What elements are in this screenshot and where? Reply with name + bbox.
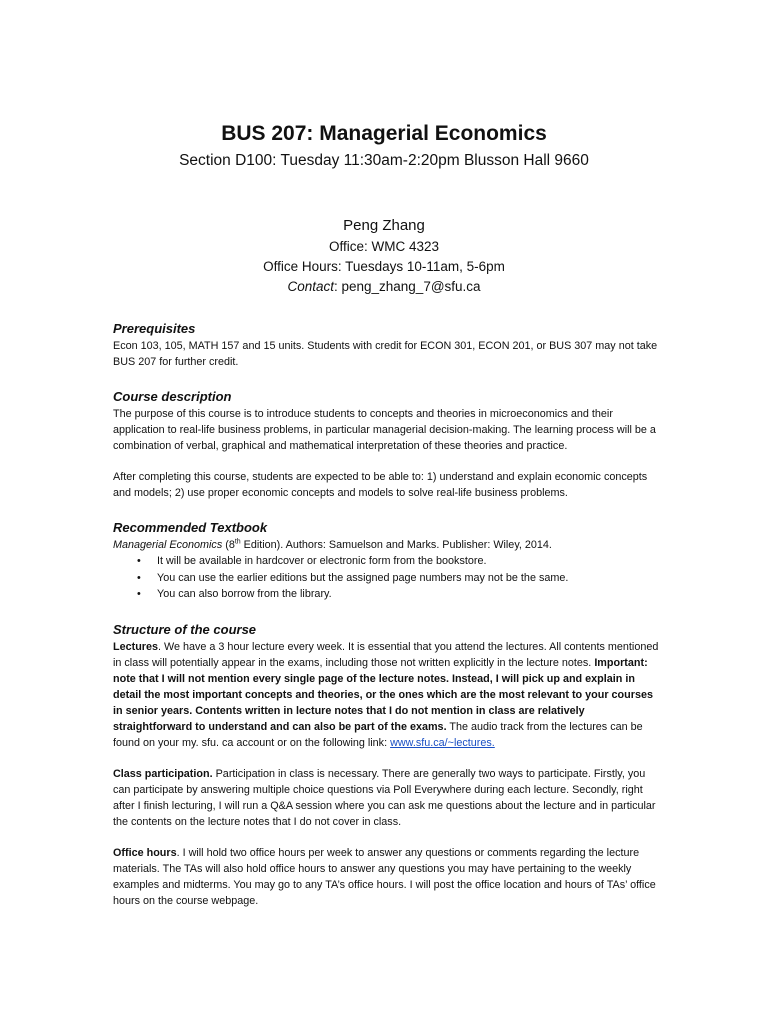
lectures-important-note: Important: note that I will not mention every single page of the lecture notes. Instead, I will pick up and explain in detail the most important concepts and theories, or the ones which are the most relevant to your courses in senior years. Contents written in lecture notes that I do not mention in class are relatively straightforward to understand and can also be part of the exams. xyxy=(113,656,653,733)
course-description-para-2: After completing this course, students are expected to be able to: 1) understand and explain economic concepts and models; 2) use proper economic concepts and models to solve real-life business problems. xyxy=(113,471,648,499)
instructor-name: Peng Zhang xyxy=(343,217,425,234)
section-info: Section D100: Tuesday 11:30am-2:20pm Blusson Hall 9660 xyxy=(179,152,589,169)
participation-label: Class participation. xyxy=(113,767,213,780)
bullet-icon: • xyxy=(137,571,141,584)
lectures-audio-text: The audio track from the lectures can be found on your my. sfu. ca account or on the following link: xyxy=(113,720,643,749)
textbook-edition-suffix: th xyxy=(234,538,241,546)
prerequisites-heading: Prerequisites xyxy=(113,321,196,336)
document-header xyxy=(0,120,768,172)
course-description-heading: Course description xyxy=(113,389,232,404)
office-hours-info: Office Hours: Tuesdays 10-11am, 5-6pm xyxy=(263,259,505,274)
lectures-link[interactable]: www.sfu.ca/~lectures. xyxy=(390,736,495,749)
lectures-label: Lectures xyxy=(113,640,159,653)
participation-paragraph xyxy=(113,766,661,830)
list-item xyxy=(137,553,661,570)
textbook-bullet-list xyxy=(113,553,661,603)
textbook-details: Edition). Authors: Samuelson and Marks. Publisher: Wiley, 2014. xyxy=(240,539,552,551)
list-item-text: You can use the earlier editions but the assigned page numbers may not be the same. xyxy=(157,571,569,584)
course-title: BUS 207: Managerial Economics xyxy=(221,122,547,145)
list-item xyxy=(137,586,661,603)
textbook-title: Managerial Economics xyxy=(113,539,223,551)
contact-email: : peng_zhang_7@sfu.ca xyxy=(333,279,481,294)
office-hours-label: Office hours xyxy=(113,846,177,859)
textbook-edition-prefix: (8 xyxy=(222,539,235,551)
bullet-icon: • xyxy=(137,555,141,567)
lectures-paragraph xyxy=(113,639,661,751)
office-hours-paragraph xyxy=(113,845,661,909)
bullet-icon: • xyxy=(137,588,141,600)
contact-line xyxy=(0,277,768,297)
textbook-heading: Recommended Textbook xyxy=(113,520,268,535)
list-item-text: It will be available in hardcover or electronic form from the bookstore. xyxy=(157,555,487,567)
document-body xyxy=(113,320,661,909)
prerequisites-text: Econ 103, 105, MATH 157 and 15 units. Students with credit for ECON 301, ECON 201, or BUS 307 may not take BUS 207 for further credit. xyxy=(113,340,658,368)
lectures-text: . We have a 3 hour lecture every week. It is essential that you attend the lectures. All contents mentioned in class will potentially appear in the exams, including those not written explicitly in the lecture notes. xyxy=(113,640,659,669)
participation-text: Participation in class is necessary. There are generally two ways to participate. Firstly, you can participate by answering multiple choice questions via Poll Everywhere during each lecture. Secondly, right after I finish lecturing, I will run a Q&A session where you can ask me questions about the lecture and in particular the contents on the lecture notes that I do not cover in class. xyxy=(113,767,656,828)
textbook-citation xyxy=(113,537,661,553)
instructor-block xyxy=(0,215,768,297)
office-location: Office: WMC 4323 xyxy=(328,239,440,254)
office-hours-text: . I will hold two office hours per week to answer any questions or comments regarding the lecture materials. The TAs will also hold office hours to answer any questions you may have pertaining to the weekly examples and midterms. You may go to any TA’s office hours. I will post the office location and hours of TAs’ office hours on the course webpage. xyxy=(113,846,656,907)
course-description-para-1: The purpose of this course is to introduce students to concepts and theories in microeconomics and their application to real-life business problems, in particular managerial decision-making. The learning process will be a combination of verbal, graphical and mathematical interpretation of these theories and practice. xyxy=(113,408,656,452)
list-item-text: You can also borrow from the library. xyxy=(157,588,332,600)
structure-heading: Structure of the course xyxy=(113,621,257,637)
list-item xyxy=(137,570,661,587)
contact-label: Contact xyxy=(287,279,334,294)
